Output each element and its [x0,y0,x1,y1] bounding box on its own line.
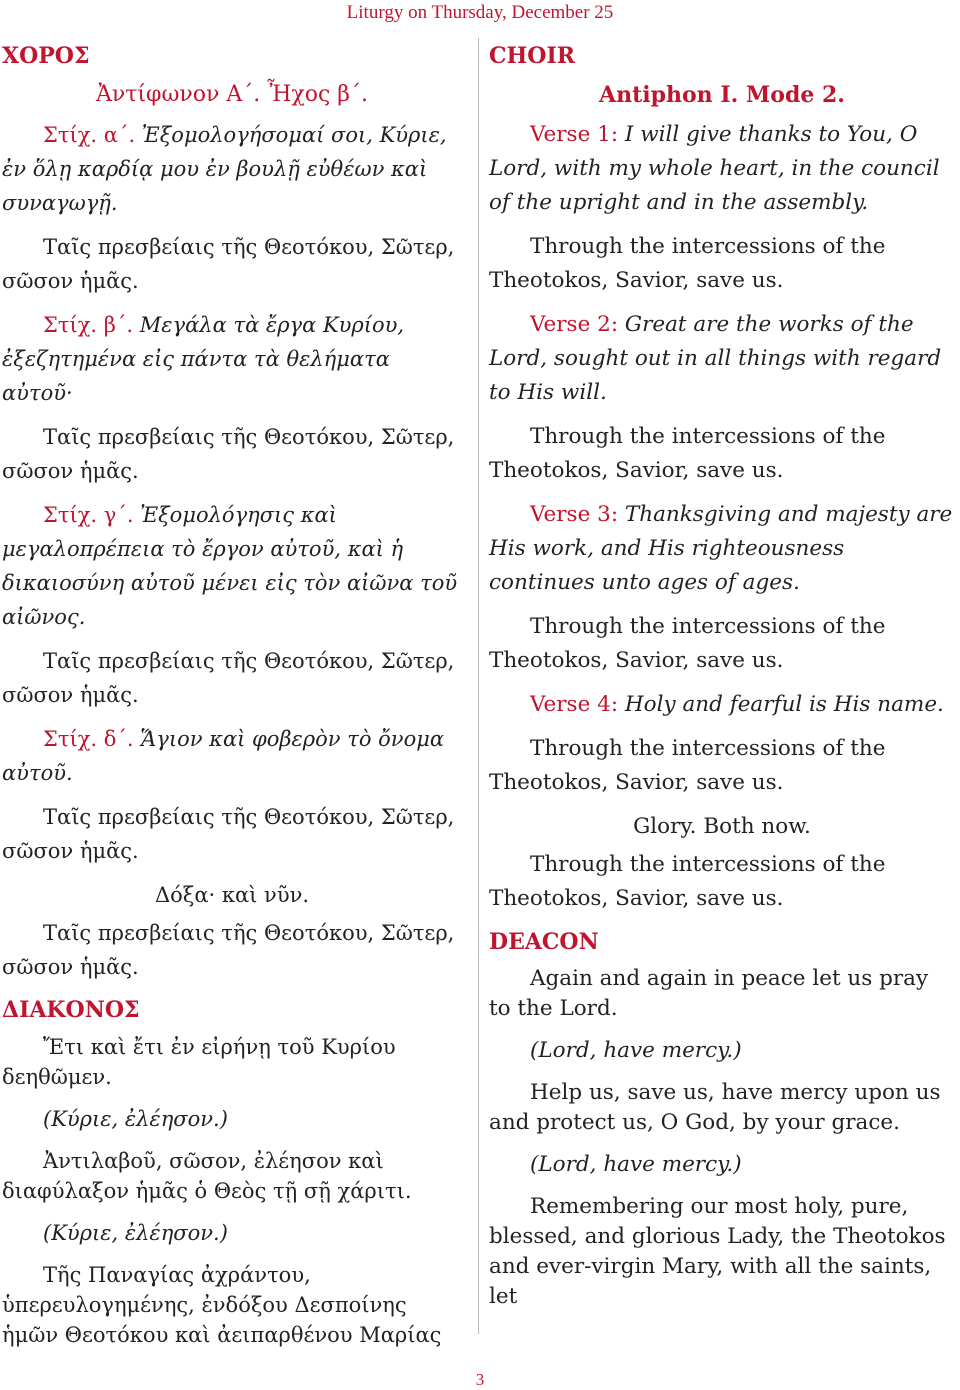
english-verse-4 [489,688,955,722]
greek-refrain-1: Ταῖς πρεσβείαις τῆς Θεοτόκου, Σῶτερ, σῶσον ἡμᾶς. [2,235,455,293]
english-verse-3-label: Verse 3: [530,502,619,527]
greek-refrain-2: Ταῖς πρεσβείαις τῆς Θεοτόκου, Σῶτερ, σῶσον ἡμᾶς. [2,425,455,483]
greek-verse-1-label: Στίχ. α΄. [43,123,136,147]
english-verse-2-text: Great are the works of the Lord, sought out in all things with regard to His will. [489,312,942,405]
page-number: 3 [475,1370,485,1389]
english-verse-4-text: Holy and fearful is His name. [624,692,944,717]
english-verse-1 [489,118,955,220]
greek-verse-3-label: Στίχ. γ΄. [43,503,134,527]
greek-verse-2-text: Μεγάλα τὰ ἔργα Κυρίου, ἐξεζητημένα εἰς πάντα τὰ θελήματα αὐτοῦ· [2,313,405,405]
english-response-1: (Lord, have mercy.) [530,1038,742,1063]
english-verse-3-text: Thanksgiving and majesty are His work, and His righteousness continues unto ages of ages. [489,502,953,595]
greek-verse-2-label: Στίχ. β΄. [43,313,134,337]
greek-choir-label: ΧΟΡΟΣ [2,43,90,69]
english-deacon-label: DEACON [489,929,599,955]
greek-petition-1: Ἔτι καὶ ἔτι ἐν εἰρήνῃ τοῦ Κυρίου δεηθῶμεν. [2,1035,396,1089]
greek-deacon-label: ΔΙΑΚΟΝΟΣ [2,997,140,1023]
greek-petition-2: Ἀντιλαβοῦ, σῶσον, ἐλέησον καὶ διαφύλαξον ἡμᾶς ὁ Θεὸς τῇ σῇ χάριτι. [2,1149,412,1203]
english-verse-3 [489,498,955,600]
english-choir-label: CHOIR [489,43,576,69]
greek-refrain-4: Ταῖς πρεσβείαις τῆς Θεοτόκου, Σῶτερ, σῶσον ἡμᾶς. [2,805,455,863]
english-refrain-3: Through the intercessions of the Theotokos, Savior, save us. [489,614,886,673]
english-glory: Glory. Both now. [633,814,811,839]
english-verse-2 [489,308,955,410]
greek-verse-1 [2,118,462,220]
greek-verse-3 [2,498,462,634]
greek-verse-2 [2,308,462,410]
greek-response-1: (Κύριε, ἐλέησον.) [43,1107,228,1131]
greek-verse-4-label: Στίχ. δ΄. [43,727,134,751]
english-verse-4-label: Verse 4: [530,692,619,717]
greek-verse-4 [2,722,462,790]
greek-verse-3-text: Ἐξομολόγησις καὶ μεγαλοπρέπεια τὸ ἔργον αὐτοῦ, καὶ ἡ δικαιοσύνη αὐτοῦ μένει εἰς τὸν αἰῶνα τοῦ αἰῶνος. [2,503,458,629]
greek-column [2,40,462,1360]
english-refrain-4: Through the intercessions of the Theotokos, Savior, save us. [489,736,886,795]
english-column [489,40,955,1322]
greek-refrain-3: Ταῖς πρεσβείαις τῆς Θεοτόκου, Σῶτερ, σῶσον ἡμᾶς. [2,649,455,707]
column-divider [478,38,479,1334]
english-verse-1-label: Verse 1: [530,122,619,147]
english-verse-1-text: I will give thanks to You, O Lord, with my whole heart, in the council of the upright and in the assembly. [489,122,940,215]
english-verse-2-label: Verse 2: [530,312,619,337]
english-refrain-1: Through the intercessions of the Theotokos, Savior, save us. [489,234,886,293]
page-header-title: Liturgy on Thursday, December 25 [346,2,614,23]
english-petition-2: Help us, save us, have mercy upon us and protect us, O God, by your grace. [489,1080,941,1135]
greek-verse-4-text: Ἅγιον καὶ φοβερὸν τὸ ὄνομα αὐτοῦ. [2,727,445,785]
english-antiphon-heading: Antiphon I. Mode 2. [599,82,845,108]
greek-verse-1-text: Ἐξομολογήσομαί σοι, Κύριε, ἐν ὅλῃ καρδίᾳ μου ἐν βουλῇ εὐθέων καὶ συναγωγῇ. [2,123,447,215]
greek-response-2: (Κύριε, ἐλέησον.) [43,1221,228,1245]
english-petition-3: Remembering our most holy, pure, blessed, and glorious Lady, the Theotokos and ever-virgin Mary, with all the saints, let [489,1194,946,1309]
english-petition-1: Again and again in peace let us pray to the Lord. [489,966,929,1021]
greek-antiphon-heading: Ἀντίφωνον Α΄. Ἦχος β΄. [95,82,368,107]
english-response-2: (Lord, have mercy.) [530,1152,742,1177]
english-refrain-2: Through the intercessions of the Theotokos, Savior, save us. [489,424,886,483]
english-refrain-5: Through the intercessions of the Theotokos, Savior, save us. [489,852,886,911]
greek-petition-3: Τῆς Παναγίας ἀχράντου, ὑπερευλογημένης, ἐνδόξου Δεσποίνης ἡμῶν Θεοτόκου καὶ ἀειπαρθένου Μαρίας [2,1263,442,1347]
greek-glory: Δόξα· καὶ νῦν. [154,883,310,907]
greek-refrain-5: Ταῖς πρεσβείαις τῆς Θεοτόκου, Σῶτερ, σῶσον ἡμᾶς. [2,921,455,979]
